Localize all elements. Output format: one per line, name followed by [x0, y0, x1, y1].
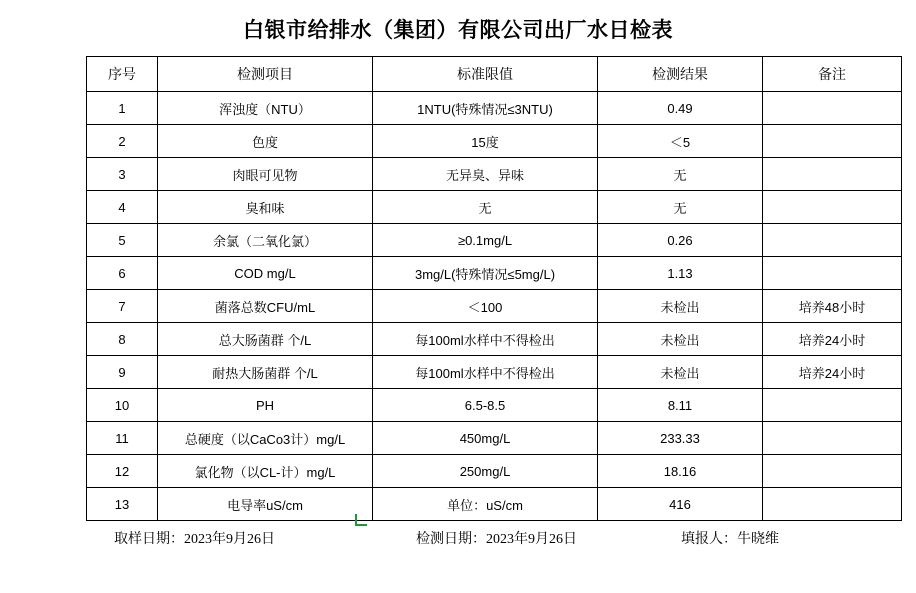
- cell-note: [763, 224, 902, 257]
- cell-no: 5: [87, 224, 158, 257]
- table-body: [87, 92, 902, 521]
- header-cell-result: 检测结果: [598, 57, 763, 92]
- cell-item: 菌落总数CFU/mL: [158, 290, 373, 323]
- table-row: [87, 257, 902, 290]
- cell-no: 6: [87, 257, 158, 290]
- filler-name-label: 填报人：牛晓维: [681, 532, 779, 547]
- cell-result: 未检出: [598, 290, 763, 323]
- cell-result: 未检出: [598, 356, 763, 389]
- cell-note: [763, 191, 902, 224]
- cell-item: 氯化物（以CL-计）mg/L: [158, 455, 373, 488]
- cell-item: 耐热大肠菌群 个/L: [158, 356, 373, 389]
- table-row: [87, 488, 902, 521]
- cell-note: 培养24小时: [763, 323, 902, 356]
- cell-standard: 450mg/L: [373, 422, 598, 455]
- cell-note: [763, 158, 902, 191]
- cell-item: 肉眼可见物: [158, 158, 373, 191]
- cell-no: 1: [87, 92, 158, 125]
- cell-result: 未检出: [598, 323, 763, 356]
- cell-result: 无: [598, 191, 763, 224]
- cell-standard: 1NTU(特殊情况≤3NTU): [373, 92, 598, 125]
- cell-result: 0.26: [598, 224, 763, 257]
- table-row: [87, 158, 902, 191]
- page-title: 白银市给排水（集团）有限公司出厂水日检表: [243, 18, 673, 42]
- table-row: [87, 422, 902, 455]
- cell-result: 18.16: [598, 455, 763, 488]
- cell-note: [763, 422, 902, 455]
- cell-standard: 无异臭、异味: [373, 158, 598, 191]
- corner-marker-icon: [355, 514, 367, 526]
- cell-item: 总大肠菌群 个/L: [158, 323, 373, 356]
- table-row: [87, 191, 902, 224]
- cell-standard: 每100ml水样中不得检出: [373, 323, 598, 356]
- water-quality-table: [86, 56, 902, 521]
- cell-result: 233.33: [598, 422, 763, 455]
- cell-standard: 3mg/L(特殊情况≤5mg/L): [373, 257, 598, 290]
- cell-no: 4: [87, 191, 158, 224]
- cell-item: PH: [158, 389, 373, 422]
- cell-item: 臭和味: [158, 191, 373, 224]
- cell-no: 8: [87, 323, 158, 356]
- table-row: [87, 290, 902, 323]
- cell-no: 7: [87, 290, 158, 323]
- cell-note: 培养24小时: [763, 356, 902, 389]
- cell-standard: ≥0.1mg/L: [373, 224, 598, 257]
- cell-result: 无: [598, 158, 763, 191]
- table-row: [87, 356, 902, 389]
- cell-no: 10: [87, 389, 158, 422]
- cell-no: 11: [87, 422, 158, 455]
- table-row: [87, 125, 902, 158]
- footer: [86, 528, 876, 552]
- cell-item: 总硬度（以CaCo3计）mg/L: [158, 422, 373, 455]
- cell-no: 3: [87, 158, 158, 191]
- header-cell-standard: 标准限值: [373, 57, 598, 92]
- cell-no: 12: [87, 455, 158, 488]
- cell-item: 浑浊度（NTU）: [158, 92, 373, 125]
- cell-result: 416: [598, 488, 763, 521]
- sample-date-label: 取样日期：2023年9月26日: [114, 532, 275, 547]
- cell-standard: 无: [373, 191, 598, 224]
- cell-standard: 每100ml水样中不得检出: [373, 356, 598, 389]
- cell-note: 培养48小时: [763, 290, 902, 323]
- table-row: [87, 455, 902, 488]
- cell-note: [763, 488, 902, 521]
- cell-result: 8.11: [598, 389, 763, 422]
- table-header-row: [87, 57, 902, 92]
- cell-item: 色度: [158, 125, 373, 158]
- cell-standard: 单位：uS/cm: [373, 488, 598, 521]
- header-cell-note: 备注: [763, 57, 902, 92]
- table-row: [87, 389, 902, 422]
- cell-standard: 250mg/L: [373, 455, 598, 488]
- cell-item: COD mg/L: [158, 257, 373, 290]
- cell-note: [763, 125, 902, 158]
- cell-standard: ＜100: [373, 290, 598, 323]
- cell-result: 0.49: [598, 92, 763, 125]
- test-date-label: 检测日期：2023年9月26日: [416, 532, 577, 547]
- table-header: [87, 57, 902, 92]
- cell-note: [763, 455, 902, 488]
- header-cell-item: 检测项目: [158, 57, 373, 92]
- cell-standard: 6.5-8.5: [373, 389, 598, 422]
- cell-item: 电导率uS/cm: [158, 488, 373, 521]
- cell-note: [763, 257, 902, 290]
- cell-no: 2: [87, 125, 158, 158]
- cell-note: [763, 389, 902, 422]
- cell-standard: 15度: [373, 125, 598, 158]
- cell-no: 9: [87, 356, 158, 389]
- cell-item: 余氯（二氧化氯）: [158, 224, 373, 257]
- table-row: [87, 92, 902, 125]
- cell-result: ＜5: [598, 125, 763, 158]
- header-cell-no: 序号: [87, 57, 158, 92]
- cell-result: 1.13: [598, 257, 763, 290]
- cell-note: [763, 92, 902, 125]
- table-row: [87, 323, 902, 356]
- table-row: [87, 224, 902, 257]
- cell-no: 13: [87, 488, 158, 521]
